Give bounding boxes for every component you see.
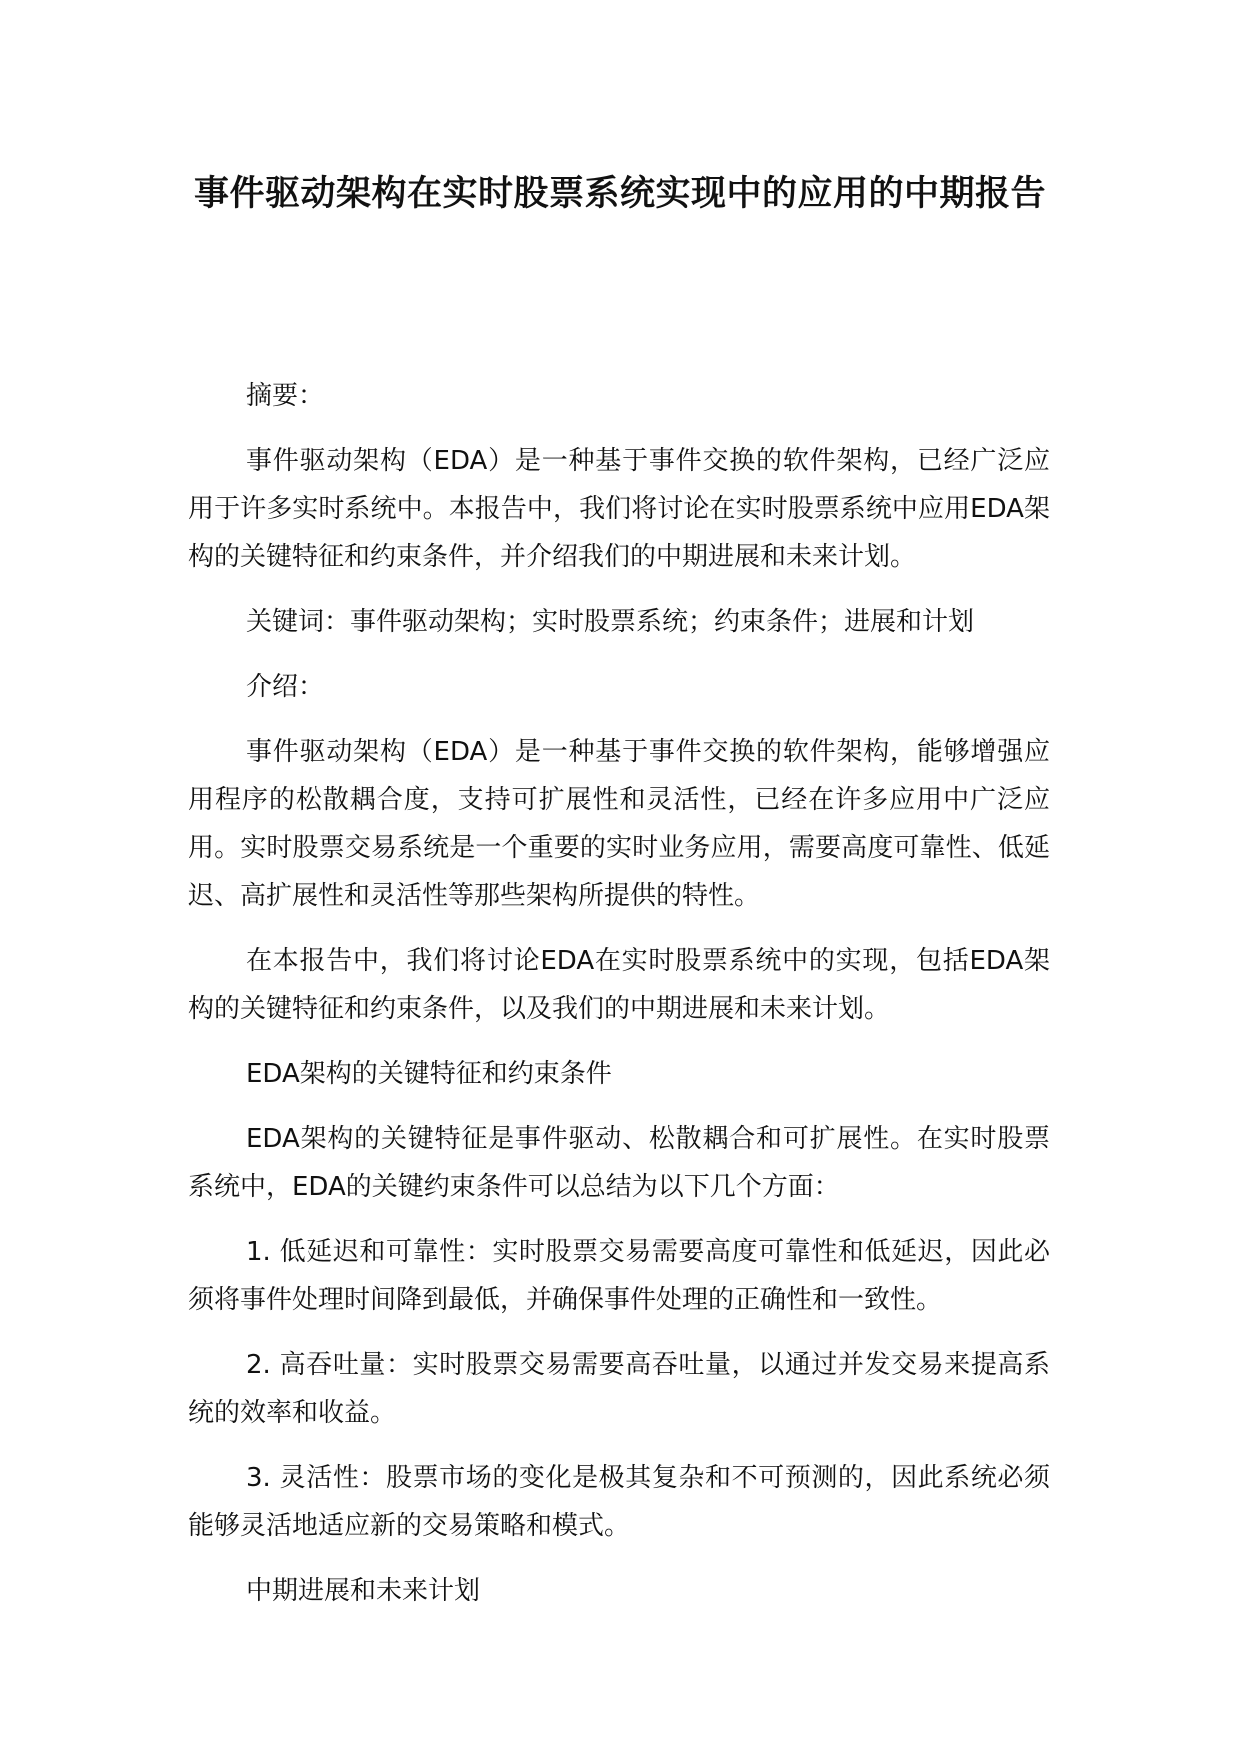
keywords-paragraph: 关键词：事件驱动架构；实时股票系统；约束条件；进展和计划 [246,607,975,637]
abstract-heading: 摘要： [246,381,325,411]
introduction-paragraph-1: 事件驱动架构（EDA）是一种基于事件交换的软件架构，能够增强应用程序的松散耦合度，支持可扩展性和灵活性，已经在许多应用中广泛应用。实时股票交易系统是一个重要的实时业务应用，需要高度可靠性、低延迟、高扩展性和灵活性等那些架构所提供的特性。 [188,737,1050,911]
section-heading-progress: 中期进展和未来计划 [246,1576,481,1606]
list-item-flexibility: 3. 灵活性：股票市场的变化是极其复杂和不可预测的，因此系统必须能够灵活地适应新的交易策略和模式。 [188,1463,1050,1541]
document-title: 事件驱动架构在实时股票系统实现中的应用的中期报告 [193,174,1046,214]
document-body [188,372,1050,1632]
abstract-paragraph: 事件驱动架构（EDA）是一种基于事件交换的软件架构，已经广泛应用于许多实时系统中。本报告中，我们将讨论在实时股票系统中应用EDA架构的关键特征和约束条件，并介绍我们的中期进展和未来计划。 [188,446,1050,572]
features-paragraph: EDA架构的关键特征是事件驱动、松散耦合和可扩展性。在实时股票系统中，EDA的关键约束条件可以总结为以下几个方面： [188,1124,1050,1202]
list-item-throughput: 2. 高吞吐量：实时股票交易需要高吞吐量，以通过并发交易来提高系统的效率和收益。 [188,1350,1050,1428]
introduction-heading: 介绍： [246,672,325,702]
introduction-paragraph-2: 在本报告中，我们将讨论EDA在实时股票系统中的实现，包括EDA架构的关键特征和约束条件，以及我们的中期进展和未来计划。 [188,946,1050,1024]
section-heading-features: EDA架构的关键特征和约束条件 [246,1059,612,1089]
list-item-latency: 1. 低延迟和可靠性：实时股票交易需要高度可靠性和低延迟，因此必须将事件处理时间降到最低，并确保事件处理的正确性和一致性。 [188,1237,1050,1315]
